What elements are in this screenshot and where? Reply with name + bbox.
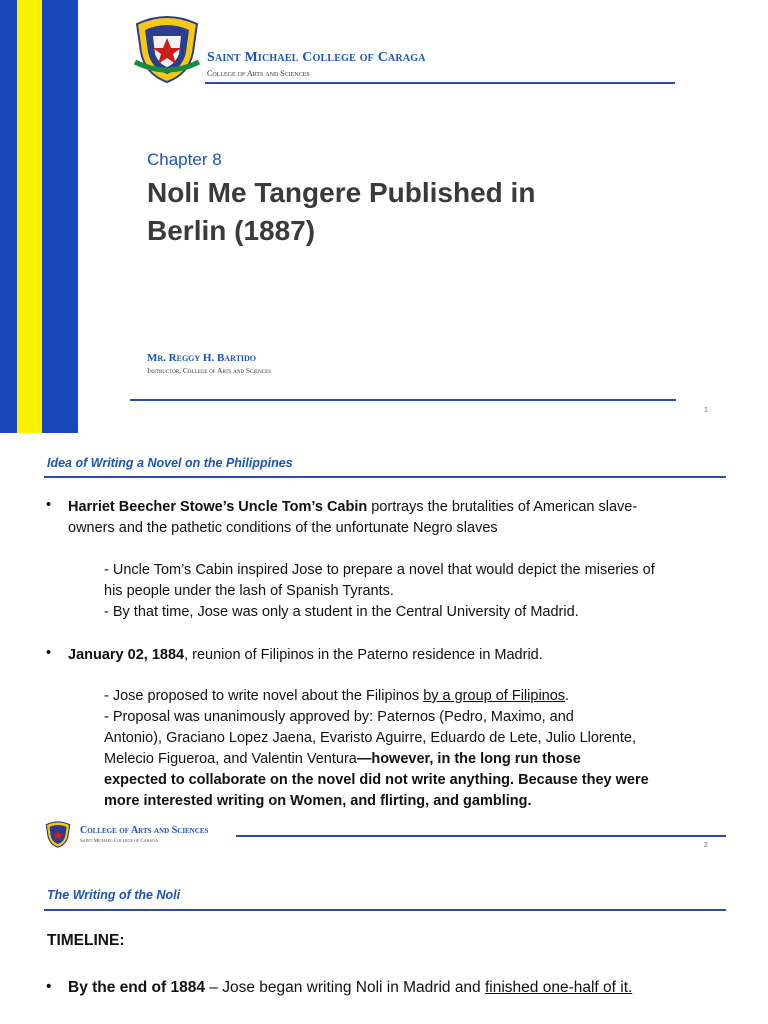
chapter-label: Chapter 8 — [147, 150, 222, 169]
timeline-bullet-1 — [68, 977, 748, 998]
timeline-bullet-bold: By the end of 1884 — [68, 979, 205, 996]
bullet-1-bold: Harriet Beecher Stowe’s Uncle Tom’s Cabin — [68, 499, 368, 515]
yellow-stripe — [17, 0, 42, 433]
footer-school-name: Saint Michael College of Caraga — [80, 839, 158, 844]
sub-2-line-6: more interested writing on Women, and flirting, and gambling. — [104, 793, 532, 809]
author-name: Mr. Reggy H. Bartido — [147, 352, 257, 364]
title-slide — [0, 0, 768, 433]
bullet-1 — [68, 497, 728, 539]
content-slide — [0, 866, 768, 1024]
bullet-1-text: portrays the brutalities of American slave- — [367, 499, 638, 515]
sub-2-line-2: - Proposal was unanimously approved by: Paternos (Pedro, Maximo, and — [104, 709, 574, 725]
sub-1-line-1: - Uncle Tom’s Cabin inspired Jose to prepare a novel that would depict the miseries of — [104, 562, 655, 578]
timeline-bullet-underlined: finished one-half of it. — [484, 979, 633, 996]
blue-stripe-right — [42, 0, 78, 433]
page-number: 2 — [704, 842, 708, 849]
footer-college-name: College of Arts and Sciences — [80, 825, 209, 836]
footer-rule — [130, 399, 676, 401]
sub-points-2 — [104, 686, 744, 812]
sub-2-line-4: Melecio Figueroa, and Valentin Ventura — [104, 751, 357, 767]
sub-1-line-2: his people under the lash of Spanish Tyrants. — [104, 583, 394, 599]
title-line-2: Berlin (1887) — [147, 215, 316, 246]
title-line-1: Noli Me Tangere Published in — [147, 177, 536, 208]
sub-2-period: . — [565, 688, 570, 704]
sub-2-line-4-bold: —however, in the long run those — [356, 751, 581, 767]
blue-stripe-left — [0, 0, 17, 433]
bullet-1-line-2: owners and the pathetic conditions of the unfortunate Negro slaves — [68, 520, 498, 536]
section-heading: Idea of Writing a Novel on the Philippines — [47, 456, 293, 470]
content-slide — [0, 434, 768, 864]
heading-rule — [44, 909, 726, 911]
bullet-dot: • — [46, 645, 52, 661]
author-role: Instructor, College of Arts and Sciences — [147, 366, 271, 375]
timeline-label: TIMELINE: — [47, 932, 125, 949]
sub-1-line-3: - By that time, Jose was only a student in the Central University of Madrid. — [104, 604, 579, 620]
section-heading: The Writing of the Noli — [47, 888, 181, 902]
sub-2-underlined: by a group of Filipinos — [423, 688, 566, 704]
bullet-2-bold: January 02, 1884 — [68, 647, 185, 663]
page-number: 1 — [704, 407, 708, 414]
header-rule — [205, 82, 675, 84]
timeline-bullet-text: – Jose began writing Noli in Madrid and — [204, 979, 485, 996]
footer-seal-icon — [44, 820, 72, 848]
sub-points-1 — [104, 560, 744, 623]
sub-2-line-1: - Jose proposed to write novel about the Filipinos — [104, 688, 424, 704]
sub-2-line-3: Antonio), Graciano Lopez Jaena, Evaristo Aguirre, Eduardo de Lete, Julio Llorente, — [104, 730, 636, 746]
bullet-2-text: , reunion of Filipinos in the Paterno residence in Madrid. — [184, 647, 543, 663]
bullet-dot: • — [46, 497, 52, 513]
college-seal-icon — [131, 12, 203, 84]
sub-2-line-5: expected to collaborate on the novel did not write anything. Because they were — [104, 772, 649, 788]
school-name: Saint Michael College of Caraga — [207, 50, 426, 65]
bullet-2 — [68, 645, 728, 666]
slide-title — [147, 174, 667, 250]
school-subtitle: College of Arts and Sciences — [207, 69, 310, 78]
bullet-dot: • — [46, 978, 52, 995]
heading-rule — [44, 476, 726, 478]
footer-rule — [236, 835, 726, 837]
